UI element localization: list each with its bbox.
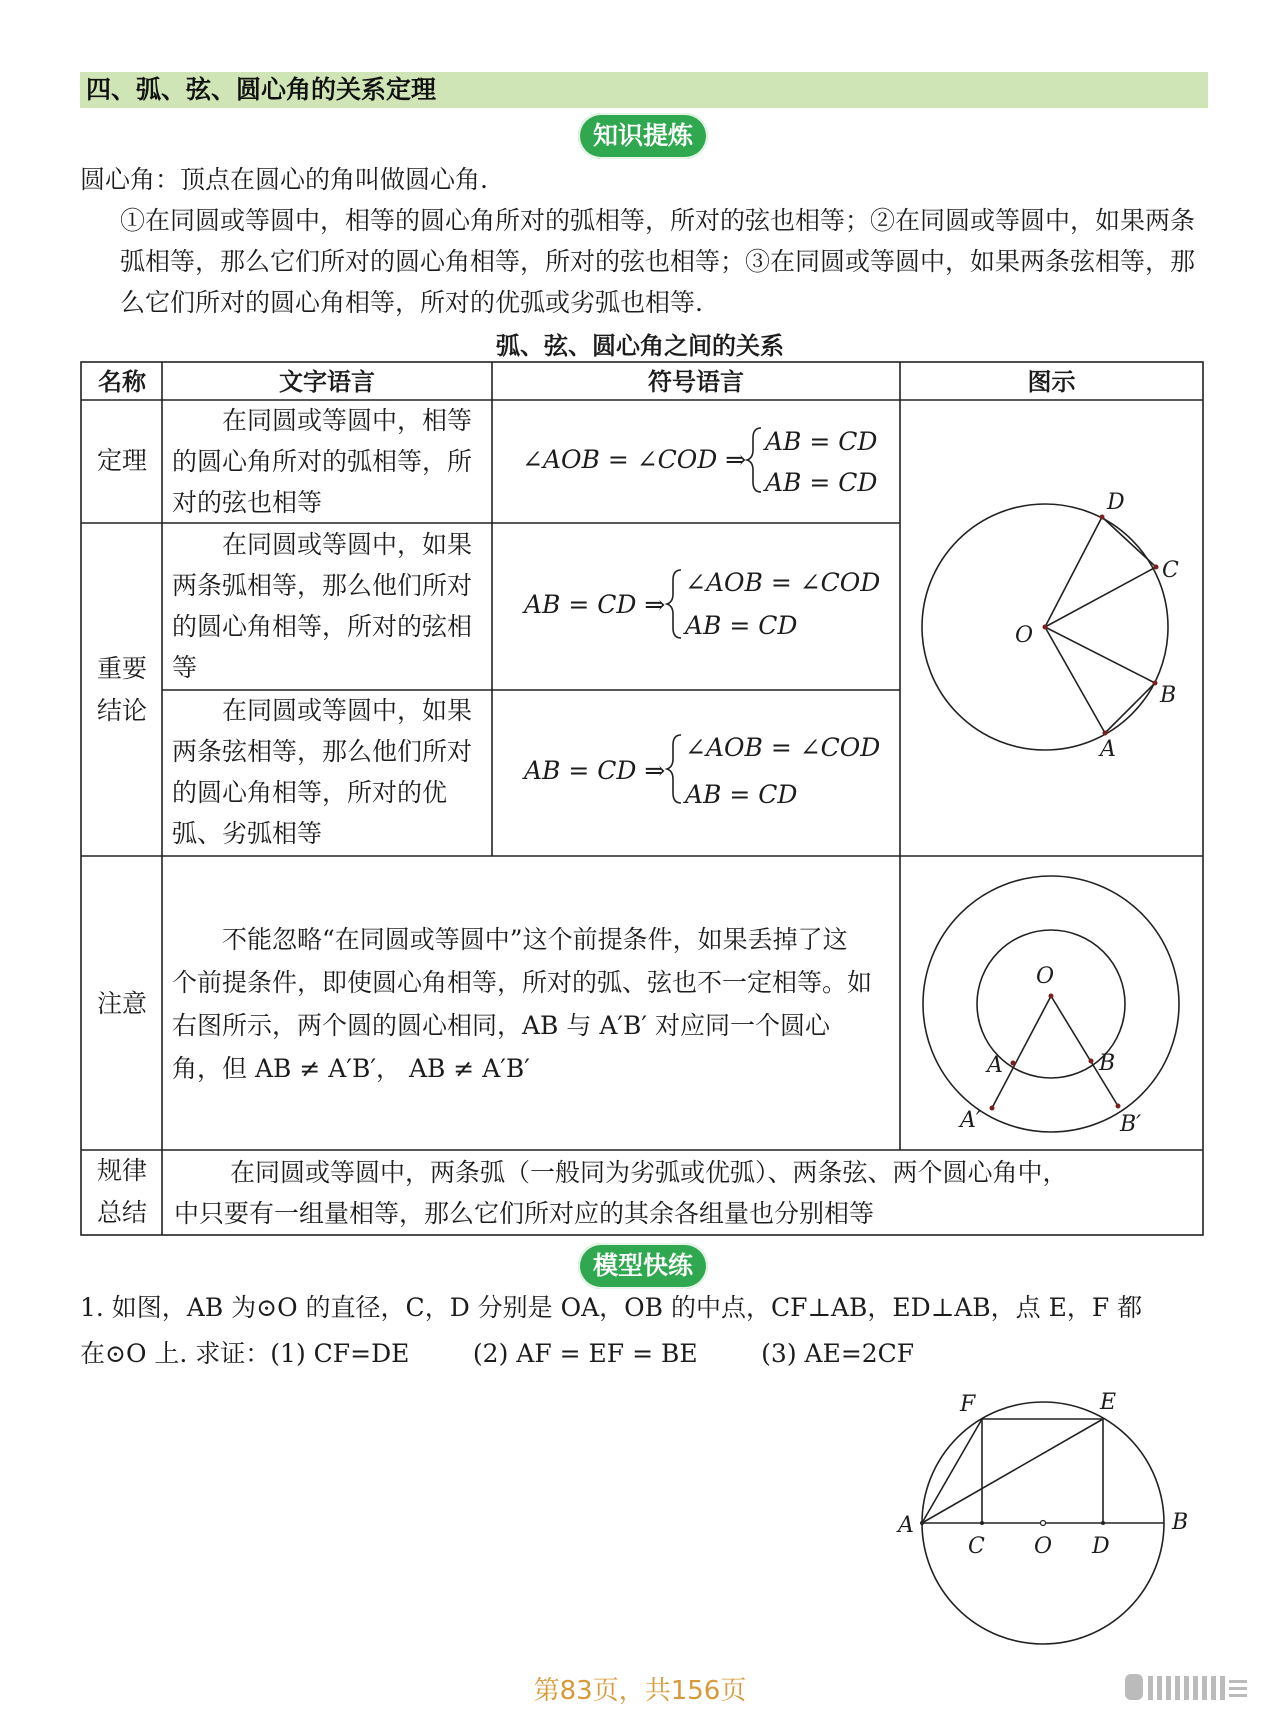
problem-line-1: 1. 如图，AB 为⊙O 的直径，C，D 分别是 OA，OB 的中点，CF⊥AB，ED⊥AB，点 E，F 都 xyxy=(80,1293,1143,1322)
conclusion-symbol-left-2: AB = CD ⇒ xyxy=(524,756,666,785)
fig1-label-a: A xyxy=(1100,737,1116,762)
fig2-label-b: B xyxy=(1099,1051,1116,1076)
header-text-language: 文字语言 xyxy=(279,368,375,396)
summary-line-1: 在同圆或等圆中，两条弧（一般同为劣弧或优弧）、两条弦、两个圆心角中， xyxy=(230,1158,1068,1187)
grid-view-icon[interactable] xyxy=(1115,1670,1255,1704)
prob-label-d: D xyxy=(1092,1534,1110,1559)
prob-label-a: A xyxy=(898,1513,914,1538)
fig1-label-d: D xyxy=(1107,490,1125,515)
prob-label-e: E xyxy=(1100,1390,1117,1415)
fig1-label-o: O xyxy=(1015,623,1034,648)
knowledge-badge: 知识提炼 xyxy=(578,113,708,159)
note-text: 不能忽略“在同圆或等圆中”这个前提条件，如果丢掉了这个前提条件，即使圆心角相等，所对的弧、弦也不一定相等。如右图所示，两个圆的圆心相同，AB 与 A′B′ 对应同一个圆心角，但 AB ≠ A′B′， AB ≠ A′B′ xyxy=(172,925,873,1083)
table-caption: 弧、弦、圆心角之间的关系 xyxy=(496,332,784,360)
theorem-symbol-left: ∠AOB = ∠COD ⇒ xyxy=(522,445,747,474)
conclusion-symbol-top-2: ∠AOB = ∠COD xyxy=(685,733,881,762)
page-indicator: 第83页，共156页 xyxy=(533,1676,747,1706)
prob-label-b: B xyxy=(1172,1510,1189,1535)
conclusion-text-1: 在同圆或等圆中，如果两条弧相等，那么他们所对的圆心角相等，所对的弦相等 xyxy=(172,530,473,682)
summary-line-2: 中只要有一组量相等，那么它们所对应的其余各组量也分别相等 xyxy=(174,1199,875,1228)
section-title: 四、弧、弦、圆心角的关系定理 xyxy=(80,72,1208,108)
theorem-name: 定理 xyxy=(96,446,147,475)
conclusion-symbol-bottom-1: AB = CD xyxy=(685,611,798,640)
conclusion-name-1: 重要 xyxy=(96,654,147,683)
fig2-label-b-prime: B′ xyxy=(1120,1112,1142,1137)
conclusion-name-2: 结论 xyxy=(96,696,147,725)
conclusion-symbol-top-1: ∠AOB = ∠COD xyxy=(685,568,881,597)
fig1-label-c: C xyxy=(1162,558,1179,583)
header-name: 名称 xyxy=(98,368,146,396)
note-name: 注意 xyxy=(96,989,147,1018)
header-symbol-language: 符号语言 xyxy=(648,368,744,396)
conclusion-symbol-left-1: AB = CD ⇒ xyxy=(524,590,666,619)
conclusion-text-2: 在同圆或等圆中，如果两条弦相等，那么他们所对的圆心角相等，所对的优弧、劣弧相等 xyxy=(172,696,473,848)
fig2-label-o: O xyxy=(1036,964,1055,989)
header-figure: 图示 xyxy=(1027,368,1076,396)
theorem-symbol-top: AB = CD xyxy=(765,427,878,456)
fig1-label-b: B xyxy=(1160,683,1177,708)
conclusion-symbol-bottom-2: AB = CD xyxy=(685,780,798,809)
definition-head: 圆心角：顶点在圆心的角叫做圆心角. xyxy=(80,165,488,194)
fig2-label-a: A xyxy=(987,1053,1003,1078)
prob-label-f: F xyxy=(960,1392,976,1417)
theorem-text: 在同圆或等圆中，相等的圆心角所对的弧相等，所对的弦也相等 xyxy=(172,406,473,517)
fig2-label-a-prime: A′ xyxy=(960,1108,981,1133)
prob-label-c: C xyxy=(968,1534,985,1559)
definition-body: ①在同圆或等圆中，相等的圆心角所对的弧相等，所对的弦也相等；②在同圆或等圆中，如果两条弧相等，那么它们所对的圆心角相等，所对的弦也相等；③在同圆或等圆中，如果两条弦相等，那么它们所对的圆心角相等，所对的优弧或劣弧也相等. xyxy=(120,206,1196,317)
prob-label-o: O xyxy=(1034,1534,1053,1559)
figure-concentric-circles xyxy=(923,876,1179,1132)
problem-line-2: 在⊙O 上. 求证：(1) CF=DE (2) AF = EF = BE (3) AE=2CF xyxy=(80,1339,915,1368)
summary-name-2: 总结 xyxy=(96,1198,147,1227)
practice-badge: 模型快练 xyxy=(578,1243,708,1289)
theorem-symbol-bottom: AB = CD xyxy=(765,468,878,497)
summary-name-1: 规律 xyxy=(96,1156,147,1185)
